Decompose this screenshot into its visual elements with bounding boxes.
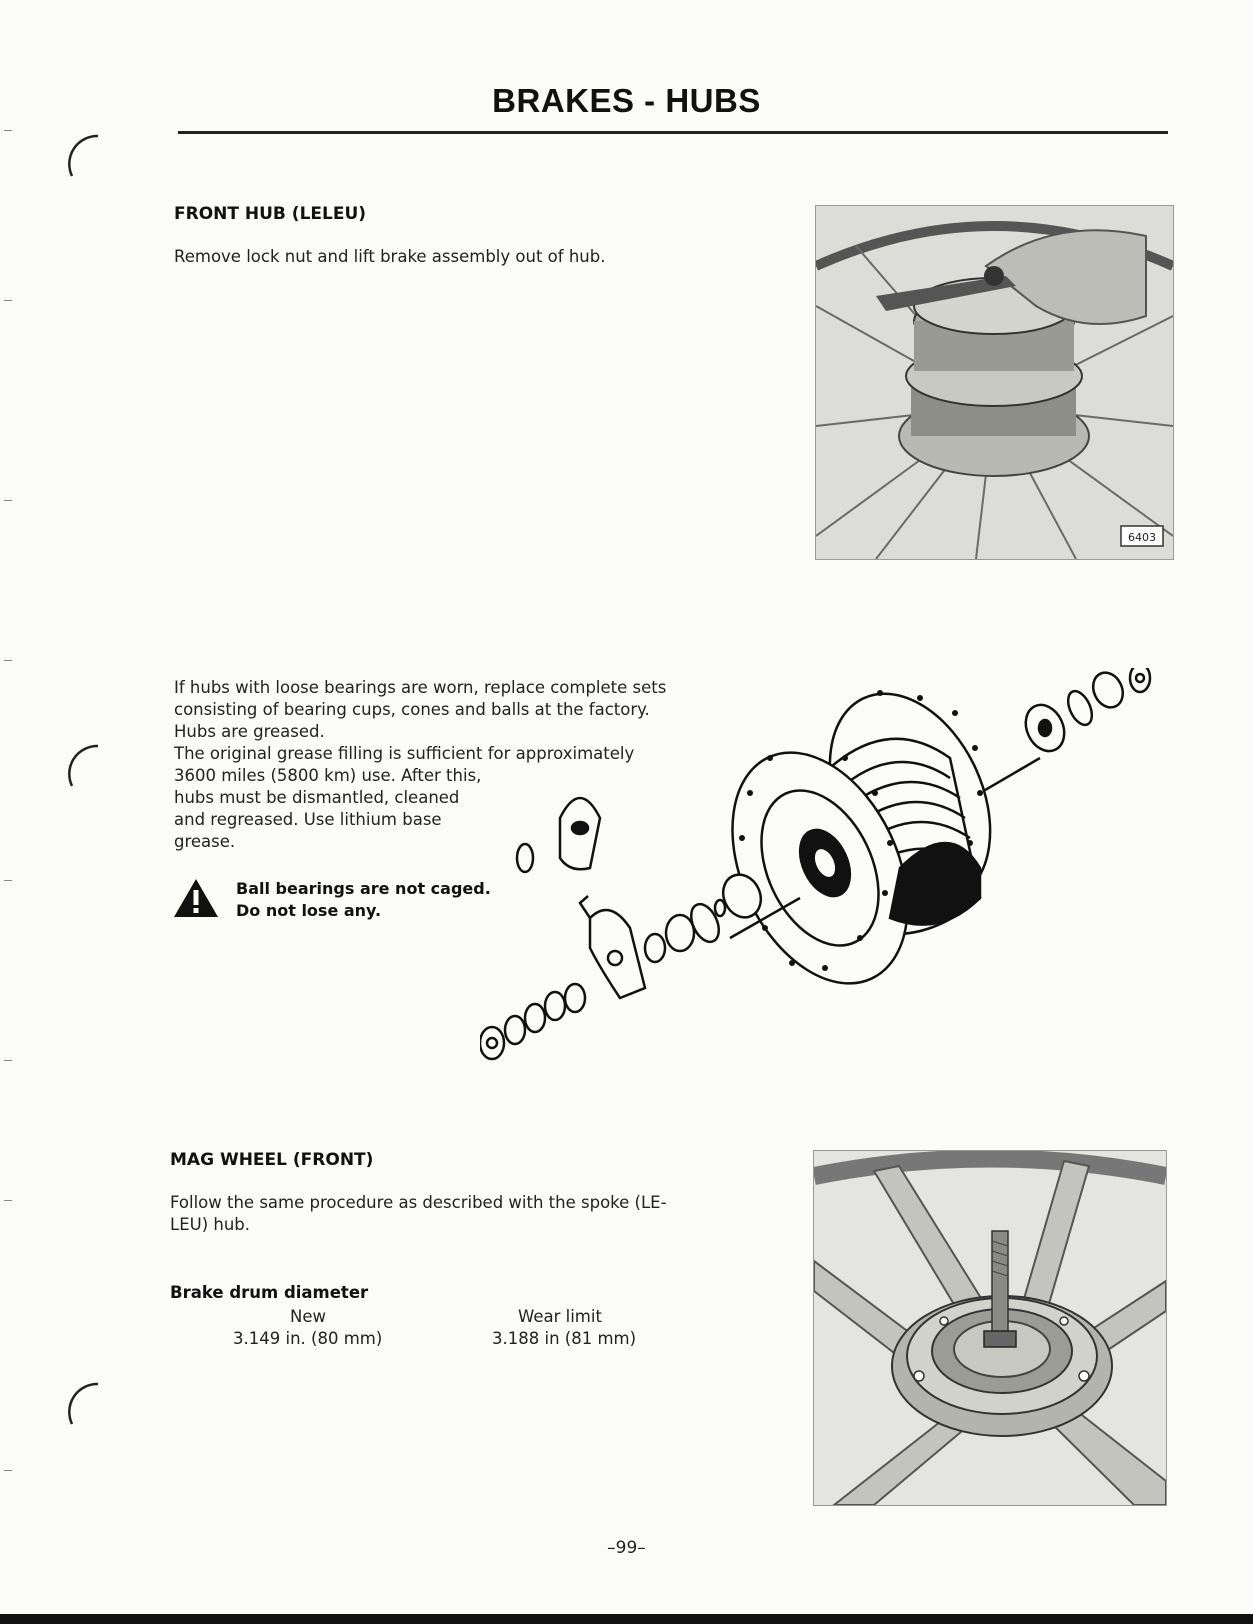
page-number: –99– — [607, 1538, 646, 1558]
bearings-line: 3600 miles (5800 km) use. After this, — [174, 766, 482, 785]
scan-edge — [0, 1614, 1253, 1624]
title-rule — [178, 131, 1168, 134]
front-hub-instruction: Remove lock nut and lift brake assembly out of hub. — [174, 247, 606, 266]
margin-tick — [4, 880, 12, 881]
binder-hole — [60, 1378, 100, 1438]
margin-tick — [4, 660, 12, 661]
brake-drum-heading: Brake drum diameter — [170, 1283, 369, 1302]
mag-wheel-photo — [813, 1150, 1167, 1506]
mag-wheel-line: LEU) hub. — [170, 1215, 251, 1234]
warning-text — [236, 878, 491, 922]
mag-wheel-heading: MAG WHEEL (FRONT) — [170, 1150, 374, 1170]
new-value: 3.149 in. (80 mm) — [233, 1329, 383, 1348]
new-label: New — [290, 1307, 326, 1326]
margin-tick — [4, 1200, 12, 1201]
margin-tick — [4, 130, 12, 131]
bearings-line: The original grease filling is sufficient for approximately — [174, 744, 635, 763]
bearings-line: grease. — [174, 832, 236, 851]
warning-line: Do not lose any. — [236, 901, 382, 920]
photo-label: 6403 — [1128, 531, 1156, 544]
mag-wheel-text — [170, 1192, 770, 1236]
front-hub-heading: FRONT HUB (LELEU) — [174, 204, 367, 224]
page-title: BRAKES - HUBS — [492, 82, 761, 119]
binder-hole — [60, 130, 100, 190]
binder-hole — [60, 740, 100, 800]
bearings-line: If hubs with loose bearings are worn, replace complete sets — [174, 678, 667, 697]
wear-value: 3.188 in (81 mm) — [492, 1329, 637, 1348]
bearings-line: and regreased. Use lithium base — [174, 810, 442, 829]
margin-tick — [4, 300, 12, 301]
margin-tick — [4, 1060, 12, 1061]
margin-tick — [4, 500, 12, 501]
mag-wheel-line: Follow the same procedure as described with the spoke (LE- — [170, 1193, 667, 1212]
exploded-hub-diagram — [480, 668, 1180, 1114]
margin-tick — [4, 1470, 12, 1471]
bearings-line: hubs must be dismantled, cleaned — [174, 788, 460, 807]
bearings-line: consisting of bearing cups, cones and balls at the factory. — [174, 700, 650, 719]
warning-icon — [172, 877, 220, 919]
warning-line: Ball bearings are not caged. — [236, 879, 491, 898]
wear-label: Wear limit — [518, 1307, 602, 1326]
bearings-line: Hubs are greased. — [174, 722, 325, 741]
front-hub-photo — [815, 205, 1174, 560]
